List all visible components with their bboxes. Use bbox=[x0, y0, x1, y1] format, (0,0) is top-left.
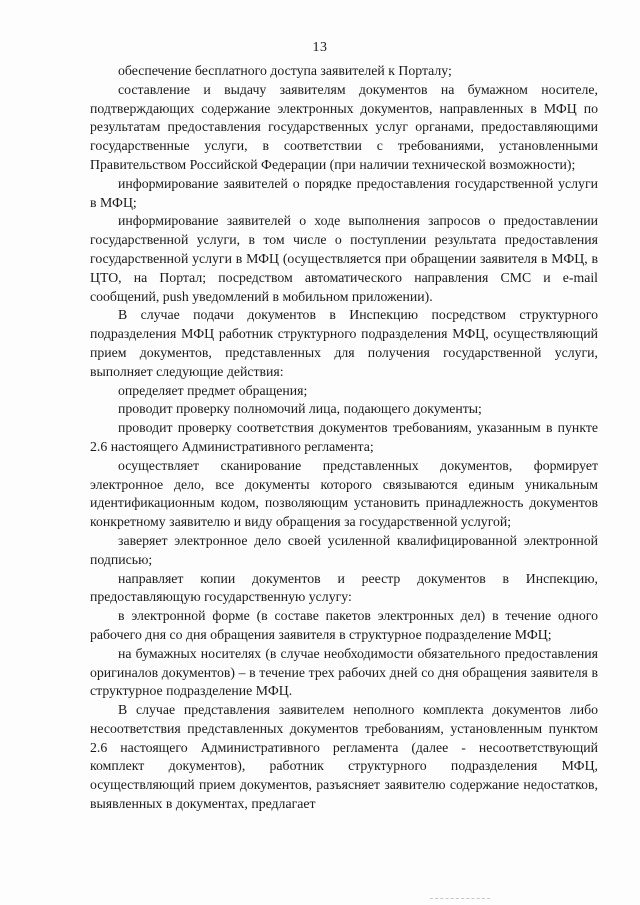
paragraph-incomplete-set: В случае представления заявителем неполного комплекта документов либо несоответствия представленных документов требованиям, установленным пунктом 2.6 настоящего Административного регламента (далее - несоответствующий комплект документов), работник структурного подразделения МФЦ, осуществляющий прием документов, разъясняет заявителю содержание недостатков, выявленных в документах, предлагает bbox=[90, 702, 598, 812]
paragraph-electronic-form: в электронной форме (в составе пакетов электронных дел) в течение одного рабочего дня со дня обращения заявителя в структурное подразделение МФЦ; bbox=[90, 608, 598, 642]
paragraph-mfc-submission: В случае подачи документов в Инспекцию посредством структурного подразделения МФЦ работник структурного подразделения МФЦ, осуществляющий прием документов, представленных для получения государственной услуги, выполняет следующие действия: bbox=[90, 307, 598, 379]
page-number: 13 bbox=[312, 40, 328, 55]
scan-artifact bbox=[430, 898, 490, 905]
paragraph-informing-progress: информирование заявителей о ходе выполнения запросов о предоставлении государственной услуги, в том числе о поступлении результата предоставления государственной услуги в МФЦ (осуществляется при обращении заявителя в МФЦ, в ЦТО, на Портал; посредством автоматического направления СМС и e-mail сообщений, push уведомлений в мобильном приложении). bbox=[90, 213, 598, 304]
paragraph-determine-subject: определяет предмет обращения; bbox=[118, 382, 308, 398]
paragraph-check-compliance: проводит проверку соответствия документов требованиям, указанным в пункте 2.6 настоящего Административного регламента; bbox=[90, 420, 598, 454]
paragraph-paper-form: на бумажных носителях (в случае необходимости обязательного предоставления оригиналов документов) – в течение трех рабочих дней со дня обращения заявителя в структурное подразделение МФЦ. bbox=[90, 645, 598, 699]
paragraph-scanning: осуществляет сканирование представленных документов, формирует электронное дело, все документы которого связываются единым уникальным идентификационным кодом, позволяющим установить принадлежность документов конкретному заявителю и виду обращения за государственной услугой; bbox=[90, 457, 598, 530]
paragraph-paper-documents: составление и выдачу заявителям документов на бумажном носителе, подтверждающих содержание электронных документов, направленных в МФЦ по результатам предоставления государственных услуг органами, предоставляющими государственные услуги, в соответствии с требованиями, установленными Правительством Российской Федерации (при наличии технической возможности); bbox=[90, 81, 598, 172]
document-body bbox=[90, 62, 598, 814]
paragraph-check-authority: проводит проверку полномочий лица, подающего документы; bbox=[118, 401, 482, 417]
paragraph-send-copies: направляет копии документов и реестр документов в Инспекцию, предоставляющую государственную услугу: bbox=[90, 570, 598, 605]
paragraph-signature: заверяет электронное дело своей усиленной квалифицированной электронной подписью; bbox=[90, 532, 598, 567]
paragraph-informing-procedure: информирование заявителей о порядке предоставления государственной услуги в МФЦ; bbox=[90, 175, 598, 210]
paragraph-portal-access: обеспечение бесплатного доступа заявителей к Порталу; bbox=[118, 63, 452, 78]
